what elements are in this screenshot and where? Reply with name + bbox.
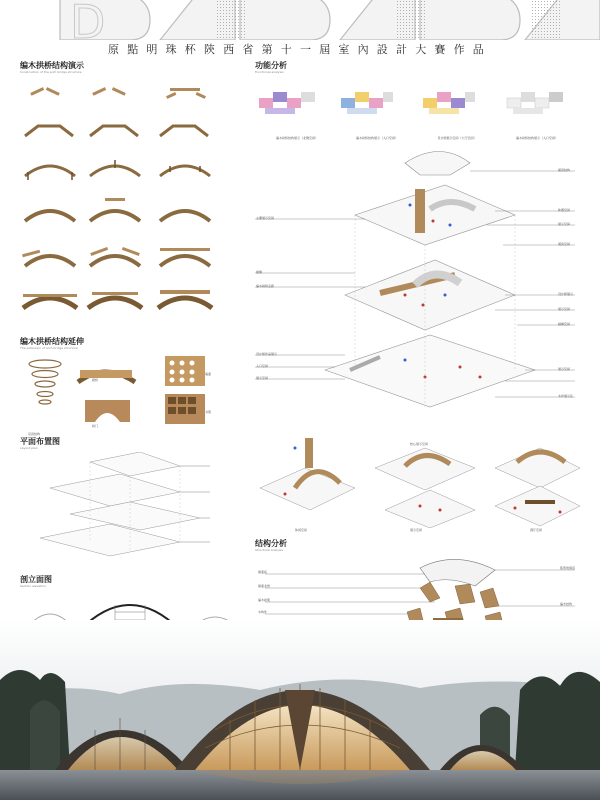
axon-label-right-8: 展示空间 bbox=[558, 367, 571, 371]
bridge-step-02 bbox=[92, 87, 126, 96]
axon-label-right-9: 木作展示区 bbox=[558, 394, 574, 398]
axon-label-right-4: 阅读空间 bbox=[558, 242, 571, 246]
axon-label-left-5: 入口空间 bbox=[256, 364, 269, 368]
bridge-step-06 bbox=[160, 126, 208, 136]
function-diagram-2 bbox=[341, 92, 393, 114]
extension-caption-4: 墙面 bbox=[205, 372, 212, 376]
bridge-step-04 bbox=[25, 126, 73, 136]
arch-door-model bbox=[85, 400, 130, 422]
detail-caption-1: 休闲空间 bbox=[295, 528, 308, 532]
function-diagram-3 bbox=[423, 92, 475, 114]
section-subtitle-structure: Structural analysis bbox=[255, 548, 283, 552]
section-subtitle-section-elevation: Section elevation bbox=[20, 584, 46, 588]
function-diagrams bbox=[255, 82, 585, 132]
axon-label-right-1: 屋顶结构 bbox=[558, 168, 571, 172]
bridge-step-13 bbox=[22, 250, 75, 266]
section-title-function: 功能分析 bbox=[255, 61, 287, 70]
section-title-extension: 编木拱桥结构延伸 bbox=[20, 337, 84, 346]
detail-panel-exhibit bbox=[375, 448, 475, 528]
section-subtitle-bridge-demo: Construction of the arch bridge structure bbox=[20, 70, 82, 74]
axon-label-right-5: 设计师展示 bbox=[558, 292, 574, 296]
axon-label-left-6: 展示空间 bbox=[256, 376, 269, 380]
axon-label-left-4: 设计师作品展示 bbox=[256, 352, 278, 356]
left-trees bbox=[0, 670, 70, 770]
section-title-structure: 结构分析 bbox=[255, 539, 287, 548]
bridge-step-01 bbox=[30, 87, 60, 96]
poster-title: 原點明珠杯陝西省第十一屆室內設計大賽作品 bbox=[108, 43, 492, 56]
exploded-axonometric bbox=[255, 145, 585, 425]
function-caption-2: 编木拱桥结构展示（入口空间） bbox=[355, 136, 398, 140]
section-title-section-elevation: 剖立面图 bbox=[20, 575, 52, 584]
section-title-bridge-demo: 编木拱桥结构演示 bbox=[20, 61, 84, 70]
axon-label-left-3: 编木拱桥走廊 bbox=[256, 284, 275, 288]
structure-label-left-2: 屋面龙骨 bbox=[258, 584, 271, 588]
structure-label-right-2: 编木结构 bbox=[560, 602, 573, 606]
section-subtitle-function: Functional analysis bbox=[255, 70, 284, 74]
bridge-step-09 bbox=[160, 166, 210, 176]
extension-caption-2: 廊桥 bbox=[92, 378, 99, 382]
structure-label-left-1: 屋面板 bbox=[258, 570, 268, 574]
axon-label-left-2: 楼梯 bbox=[256, 270, 263, 274]
header-banner bbox=[0, 0, 600, 40]
detail-caption-3: 餐厅空间 bbox=[530, 528, 543, 532]
axon-label-right-3: 展示空间 bbox=[558, 222, 571, 226]
bridge-step-16 bbox=[23, 294, 77, 308]
extension-caption-3: 拱门 bbox=[92, 424, 99, 428]
bridge-step-08 bbox=[90, 160, 140, 176]
function-diagram-4 bbox=[507, 92, 563, 114]
bridge-step-11 bbox=[90, 198, 140, 221]
bridge-step-grid bbox=[20, 76, 230, 326]
banner-letter: D bbox=[70, 0, 106, 40]
bridge-step-14 bbox=[90, 247, 140, 266]
axon-label-right-7: 楼梯空间 bbox=[558, 322, 571, 326]
bridge-step-05 bbox=[90, 126, 138, 136]
axon-label-right-6: 展示空间 bbox=[558, 307, 571, 311]
spiral-ceiling-model bbox=[29, 360, 61, 404]
extension-caption-5: 书架 bbox=[205, 410, 212, 414]
bridge-step-15 bbox=[160, 248, 210, 266]
structure-label-left-3: 编木拱架 bbox=[258, 598, 271, 602]
detail-panel-dining bbox=[495, 448, 580, 526]
wall-screen-model bbox=[165, 356, 205, 386]
structure-label-left-4: 木构件 bbox=[258, 610, 268, 614]
function-diagram-1 bbox=[259, 92, 315, 114]
function-caption-4: 编木拱桥结构展示（入口空间） bbox=[515, 136, 558, 140]
section-subtitle-floor-plan: Layout plan bbox=[20, 446, 38, 450]
section-subtitle-extension: The extension of arch bridge structure bbox=[20, 346, 78, 350]
bridge-step-17 bbox=[88, 292, 142, 308]
structure-label-right-1: 弧形玻璃顶 bbox=[560, 566, 576, 570]
detail-center-label: 核心展示空间 bbox=[410, 442, 429, 446]
section-title-floor-plan: 平面布置图 bbox=[20, 437, 60, 446]
covered-bridge-model bbox=[78, 370, 135, 382]
exploded-floor-plan bbox=[30, 452, 220, 570]
bridge-step-10 bbox=[25, 211, 75, 221]
detail-panel-leisure bbox=[260, 438, 355, 510]
exterior-rendering bbox=[0, 620, 600, 800]
extension-caption-1: 吊顶结构 bbox=[28, 432, 41, 436]
bridge-step-03 bbox=[166, 88, 206, 99]
bridge-step-07 bbox=[25, 166, 75, 180]
detail-caption-2: 展示空间 bbox=[410, 528, 423, 532]
axon-label-right-2: 休憩空间 bbox=[558, 208, 571, 212]
extension-models bbox=[20, 352, 220, 432]
axon-label-left-1: 主要展示空间 bbox=[256, 216, 275, 220]
bookshelf-model bbox=[165, 394, 205, 424]
function-caption-1: 编木拱桥结构展示（北侧空间） bbox=[275, 136, 318, 140]
function-caption-3: 设计师展示空间（大厅空间） bbox=[437, 136, 477, 140]
bridge-step-12 bbox=[160, 211, 210, 221]
bridge-step-18 bbox=[158, 290, 212, 308]
